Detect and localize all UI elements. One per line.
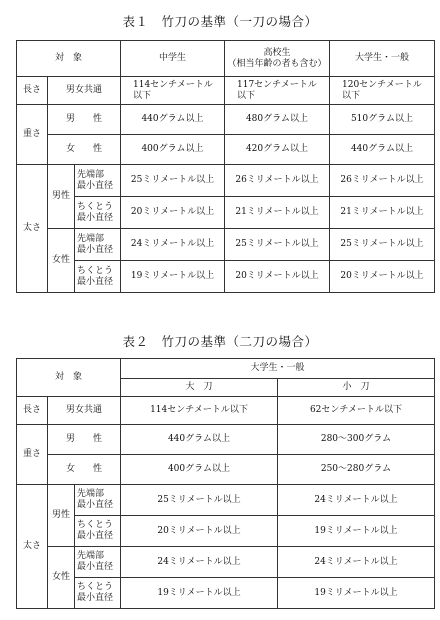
table1-thickness-female-tip-row (17, 229, 435, 261)
table1-male-tip-col3: 26ミリメートル以上 (330, 165, 435, 197)
table2-weight-female-label: 女 性 (48, 455, 121, 485)
table2-tip-line1: 先端部 (77, 551, 105, 561)
table1-length-col3-line2: 以下 (342, 90, 361, 101)
table1-length-col2 (225, 77, 330, 105)
table2-length-col2: 62センチメートル以下 (278, 397, 435, 425)
table2-thickness-male-tip-label (75, 485, 121, 516)
table2-thickness-label: 太さ (17, 485, 48, 609)
table2-male-chikuto-col1: 20ミリメートル以上 (121, 516, 278, 547)
table1-thickness-male-tip-label (75, 165, 121, 197)
table1-length-col1 (121, 77, 225, 105)
table2-female-tip-col2: 24ミリメートル以上 (278, 547, 435, 578)
table2-female-chikuto-col2: 19ミリメートル以上 (278, 578, 435, 609)
table1 (16, 40, 435, 293)
table1-weight-female-col3: 440グラム以上 (330, 135, 435, 165)
table1-male-chikuto-col2: 21ミリメートル以上 (225, 197, 330, 229)
table1-caption: 表１ 竹刀の基準（一刀の場合） (122, 14, 318, 29)
table1-length-label: 長さ (17, 77, 48, 105)
table1-male-chikuto-col1: 20ミリメートル以上 (121, 197, 225, 229)
table2-chikuto-line1: ちくとう (77, 520, 114, 530)
table2-length-col1: 114センチメートル以下 (121, 397, 278, 425)
table1-thickness-female-chikuto-row (17, 261, 435, 293)
table2-header-shoto: 小 刀 (278, 379, 435, 397)
table2-male-chikuto-col2: 19ミリメートル以上 (278, 516, 435, 547)
table1-female-tip-col3: 25ミリメートル以上 (330, 229, 435, 261)
table1-female-chikuto-col1: 19ミリメートル以上 (121, 261, 225, 293)
table2-header-group: 大学生・一般 (121, 359, 435, 379)
table2-weight-female-col2: 250～280グラム (278, 455, 435, 485)
table1-male-tip-col1: 25ミリメートル以上 (121, 165, 225, 197)
table2-tip-line2: 最小直径 (77, 562, 114, 572)
table1-weight-label: 重さ (17, 105, 48, 165)
table1-chikuto-line1: ちくとう (77, 201, 114, 212)
table2-length-sub: 男女共通 (48, 397, 121, 425)
table2-thickness-female-chikuto-label (75, 578, 121, 609)
table1-length-col2-line2: 以下 (237, 90, 256, 101)
table1-header-high-school-line1: 高校生 (263, 47, 291, 58)
table2-weight-male-col1: 440グラム以上 (121, 425, 278, 455)
table1-thickness-male-chikuto-label (75, 197, 121, 229)
table1-weight-female-row (17, 135, 435, 165)
table2-header-row1 (17, 359, 435, 379)
table2-female-chikuto-col1: 19ミリメートル以上 (121, 578, 278, 609)
table2-thickness-male-label: 男性 (48, 485, 75, 547)
table2-length-row (17, 397, 435, 425)
table1-chikuto-line2: 最小直径 (77, 212, 114, 223)
table2-thickness-female-tip-label (75, 547, 121, 578)
table1-weight-male-label: 男 性 (48, 105, 121, 135)
table1-female-tip-col2: 25ミリメートル以上 (225, 229, 330, 261)
table2-male-tip-col1: 25ミリメートル以上 (121, 485, 278, 516)
table1-thickness-label: 太さ (17, 165, 48, 293)
table2-weight-male-label: 男 性 (48, 425, 121, 455)
table1-weight-female-label: 女 性 (48, 135, 121, 165)
table1-length-col1-line1: 114センチメートル (133, 79, 213, 90)
table2-thickness-female-label: 女性 (48, 547, 75, 609)
table2-thickness-female-chikuto-row (17, 578, 435, 609)
table2-chikuto-line1: ちくとう (77, 582, 114, 592)
table1-thickness-female-label: 女性 (48, 229, 75, 293)
table1-male-tip-col2: 26ミリメートル以上 (225, 165, 330, 197)
table2-chikuto-line2: 最小直径 (77, 531, 114, 541)
table1-chikuto-line1: ちくとう (77, 265, 114, 276)
table1-header-subject: 対 象 (17, 41, 121, 77)
table2-tip-line2: 最小直径 (77, 500, 114, 510)
table1-header-junior-high: 中学生 (121, 41, 225, 77)
table1-tip-line2: 最小直径 (77, 244, 114, 255)
table1-length-row (17, 77, 435, 105)
table2-thickness-male-chikuto-row (17, 516, 435, 547)
table1-female-chikuto-col2: 20ミリメートル以上 (225, 261, 330, 293)
table2-weight-female-col1: 400グラム以上 (121, 455, 278, 485)
table2 (16, 358, 435, 609)
table2-thickness-male-chikuto-label (75, 516, 121, 547)
table2-caption: 表２ 竹刀の基準（二刀の場合） (122, 334, 318, 349)
table1-header-high-school-line2: （相当年齢の者も含む） (227, 58, 327, 69)
table2-weight-male-col2: 280～300グラム (278, 425, 435, 455)
table1-header-high-school (225, 41, 330, 77)
table1-thickness-male-chikuto-row (17, 197, 435, 229)
table1-female-tip-col1: 24ミリメートル以上 (121, 229, 225, 261)
table2-header-daito: 大 刀 (121, 379, 278, 397)
table1-chikuto-line2: 最小直径 (77, 276, 114, 287)
table1-length-col3-line1: 120センチメートル (342, 79, 422, 90)
table1-length-sub: 男女共通 (48, 77, 121, 105)
table2-thickness-male-tip-row (17, 485, 435, 516)
table1-length-col2-line1: 117センチメートル (237, 79, 317, 90)
table1-header-university: 大学生・一般 (330, 41, 435, 77)
table1-weight-male-row (17, 105, 435, 135)
table2-length-label: 長さ (17, 397, 48, 425)
table2-weight-label: 重さ (17, 425, 48, 485)
table1-female-chikuto-col3: 20ミリメートル以上 (330, 261, 435, 293)
table2-tip-line1: 先端部 (77, 489, 105, 499)
table2-male-tip-col2: 24ミリメートル以上 (278, 485, 435, 516)
table1-tip-line1: 先端部 (77, 169, 105, 180)
table2-weight-female-row (17, 455, 435, 485)
table2-chikuto-line2: 最小直径 (77, 593, 114, 603)
table1-thickness-male-tip-row (17, 165, 435, 197)
table1-thickness-male-label: 男性 (48, 165, 75, 229)
table1-weight-female-col2: 420グラム以上 (225, 135, 330, 165)
table1-male-chikuto-col3: 21ミリメートル以上 (330, 197, 435, 229)
table2-weight-male-row (17, 425, 435, 455)
table1-weight-male-col1: 440グラム以上 (121, 105, 225, 135)
table2-header-subject: 対 象 (17, 359, 121, 397)
table1-tip-line1: 先端部 (77, 233, 105, 244)
table1-weight-female-col1: 400グラム以上 (121, 135, 225, 165)
table1-thickness-female-chikuto-label (75, 261, 121, 293)
table2-thickness-female-tip-row (17, 547, 435, 578)
table2-female-tip-col1: 24ミリメートル以上 (121, 547, 278, 578)
table1-weight-male-col3: 510グラム以上 (330, 105, 435, 135)
table1-weight-male-col2: 480グラム以上 (225, 105, 330, 135)
table1-length-col1-line2: 以下 (133, 90, 152, 101)
table1-thickness-female-tip-label (75, 229, 121, 261)
table1-tip-line2: 最小直径 (77, 180, 114, 191)
table1-header-row (17, 41, 435, 77)
table1-length-col3 (330, 77, 435, 105)
